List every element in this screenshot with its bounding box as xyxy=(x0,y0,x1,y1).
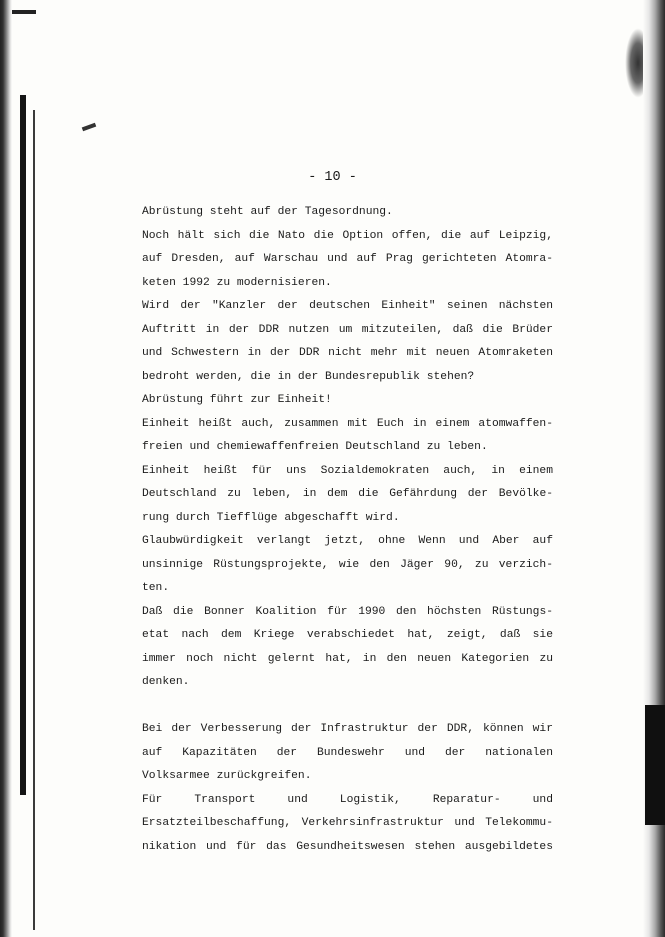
text-line: keten 1992 zu modernisieren. xyxy=(142,276,332,289)
text-line: Für Transport und Logistik, Reparatur- und xyxy=(142,793,553,806)
text-line: Bei der Verbesserung der Infrastruktur der DDR, können wir xyxy=(142,723,553,735)
paragraph-gap xyxy=(142,695,553,719)
text-line: bedroht werden, die in der Bundesrepublik stehen? xyxy=(142,370,475,383)
scan-left-line xyxy=(33,110,35,930)
text-line: Ersatzteilbeschaffung, Verkehrsinfrastruktur und Telekommu- xyxy=(142,817,553,829)
text-line: freien und chemiewaffenfreien Deutschland zu leben. xyxy=(142,441,488,453)
text-line: Auftritt in der DDR nutzen um mitzuteilen, daß die Brüder xyxy=(142,323,553,336)
text-line: Abrüstung führt zur Einheit! xyxy=(142,394,332,406)
text-line: nikation und für das Gesundheitswesen stehen ausgebildetes xyxy=(142,840,553,853)
text-line: Glaubwürdigkeit verlangt jetzt, ohne Wenn und Aber auf xyxy=(142,535,553,547)
scan-right-dark-patch xyxy=(645,705,665,825)
text-line: Einheit heißt auch, zusammen mit Euch in einem atomwaffen- xyxy=(142,417,553,430)
scan-left-edge xyxy=(0,0,12,937)
text-line: rung durch Tiefflüge abgeschafft wird. xyxy=(142,511,400,524)
text-line: auf Dresden, auf Warschau und auf Prag gerichteten Atomra- xyxy=(142,253,553,265)
scan-top-mark xyxy=(12,10,36,14)
text-line: und Schwestern in der DDR nicht mehr mit neuen Atomraketen xyxy=(142,347,553,359)
text-line: etat nach dem Kriege verabschiedet hat, zeigt, daß sie xyxy=(142,629,553,641)
text-line: Wird der "Kanzler der deutschen Einheit" seinen nächsten xyxy=(142,300,553,312)
text-line: ten. xyxy=(142,582,170,594)
text-line: Abrüstung steht auf der Tagesordnung. xyxy=(142,206,393,218)
text-line: Noch hält sich die Nato die Option offen, die auf Leipzig, xyxy=(142,229,553,242)
text-line: Volksarmee zurückgreifen. xyxy=(142,770,312,782)
text-line: unsinnige Rüstungsprojekte, wie den Jäger 90, zu verzich- xyxy=(142,558,553,571)
page-number: - 10 - xyxy=(308,170,357,185)
text-line: Einheit heißt für uns Sozialdemokraten auch, in einem xyxy=(142,464,553,477)
text-line: auf Kapazitäten der Bundeswehr und der nationalen xyxy=(142,746,553,759)
text-line: denken. xyxy=(142,676,190,688)
scan-speck xyxy=(82,123,97,132)
body-text xyxy=(142,201,553,859)
scan-left-bar xyxy=(20,95,26,795)
text-line: Daß die Bonner Koalition für 1990 den höchsten Rüstungs- xyxy=(142,605,553,618)
text-line: immer noch nicht gelernt hat, in den neuen Kategorien zu xyxy=(142,652,553,665)
text-line: Deutschland zu leben, in dem die Gefährdung der Bevölke- xyxy=(142,488,553,500)
